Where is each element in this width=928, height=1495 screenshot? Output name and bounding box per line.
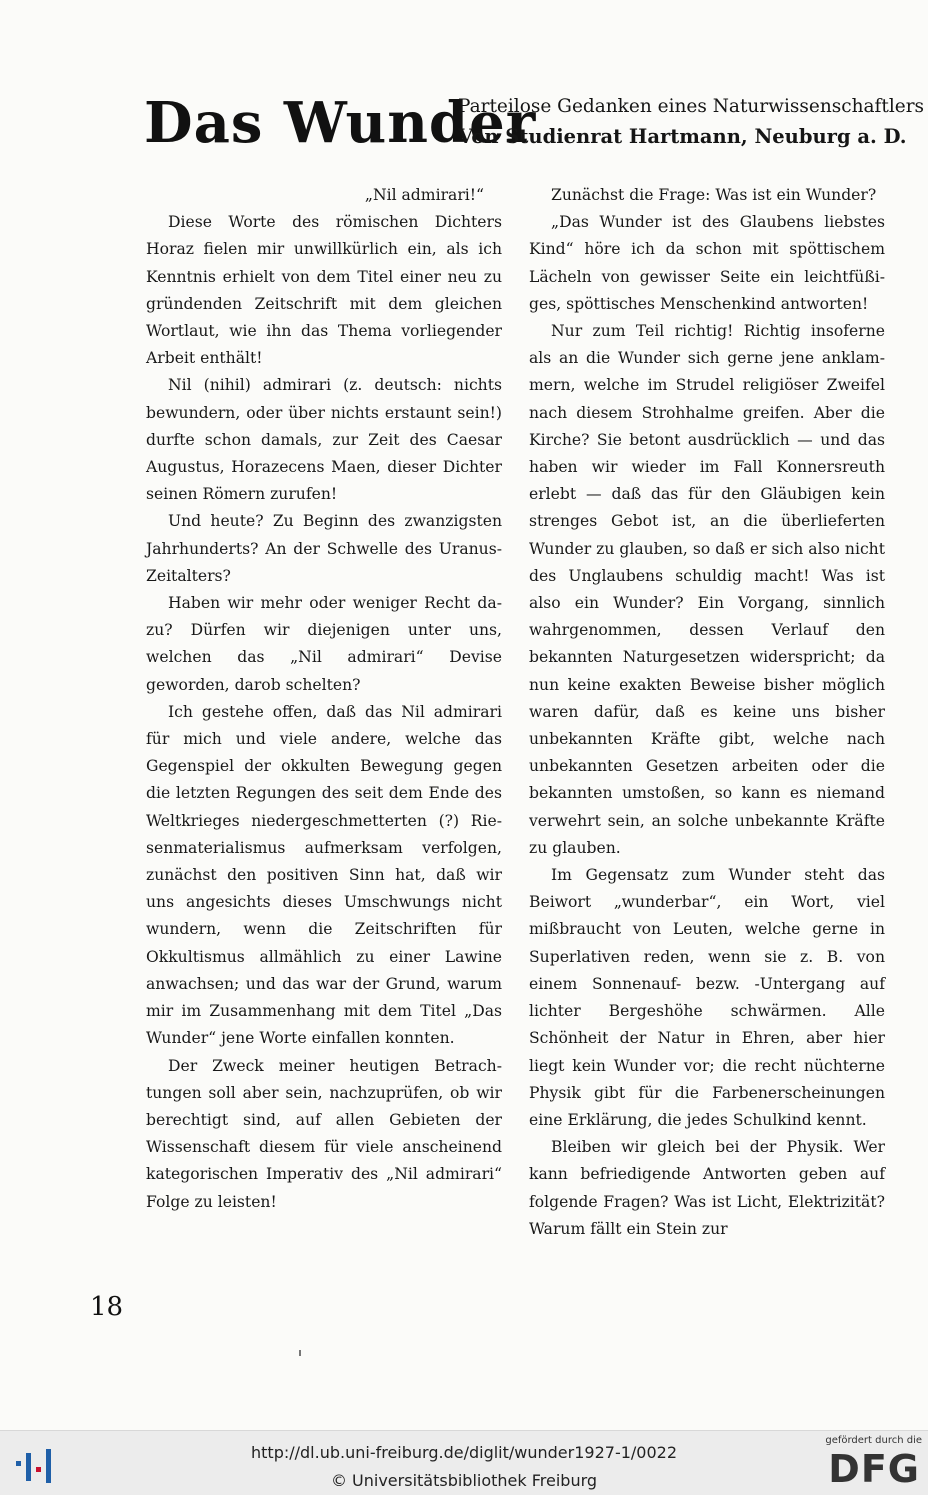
page-number: 18 — [90, 1292, 124, 1322]
paragraph: „Das Wunder ist des Glaubens liebstes Kind“ höre ich da schon mit spöttischem Lächeln von gewisser Seite ein leichtfüßiges, spöttisches Menschenkind antworten! — [529, 213, 885, 313]
dfg-logo-icon: DFG — [828, 1447, 920, 1491]
paragraph: Nur zum Teil richtig! Richtig insoferne als an die Wunder sich gerne jene anklammern, welche im Strudel religiöser Zweifel nach diesem Strohhalme greifen. Aber die Kirche? Sie betont ausdrücklich — und das haben wir wieder im Fall Konnersreuth erlebt — daß das für den Gläubigen kein strenges Gebot ist, an die überlieferten Wunder zu glauben, so daß er sich also nicht des Unglaubens schuldig macht! Was ist also ein Wunder? Ein Vorgang, sinnlich wahrgenommen, dessen Verlauf den bekannten Naturgesetzen widerspricht; da nun keine exakten Beweise bisher möglich waren dafür, daß es keine uns bisher unbekannten Kräfte gibt, welche nach unbekannten Gesetzen arbeiten oder die bekannten umstoßen, so kann es niemand verwehrt sein, an solche unbekannte Kräfte zu glauben. — [529, 322, 885, 857]
left-column — [146, 182, 502, 1216]
article-subtitle: Parteilose Gedanken eines Naturwissenschaftlers — [458, 96, 925, 117]
article-title: Das Wunder — [144, 90, 537, 156]
right-column — [529, 182, 885, 1243]
paragraph: Und heute? Zu Beginn des zwanzigsten Jahrhunderts? An der Schwelle des Uranus-Zeitalters? — [146, 512, 502, 585]
permalink-link[interactable]: http://dl.ub.uni-freiburg.de/diglit/wunder1927-1/0022 — [251, 1443, 677, 1462]
ink-speck — [299, 1350, 301, 1356]
paragraph: Ich gestehe offen, daß das Nil admirari für mich und viele andere, welche das Gegenspiel der okkulten Bewegung gegen die letzten Regungen des seit dem Ende des Weltkrieges niedergeschmetterten (?) Riesenmaterialismus aufmerksam verfolgen, zunächst den positiven Sinn hat, daß wir uns angesichts dieses Umschwungs nicht wundern, wenn die Zeitschriften für Okkultismus allmählich zu einer Lawine anwachsen; und das war der Grund, warum mir im Zusammenhang mit dem Titel „Das Wunder“ jene Worte einfallen konnten. — [146, 702, 502, 1048]
motto: „Nil admirari!“ — [364, 186, 484, 204]
article-byline: Von Studienrat Hartmann, Neuburg a. D. — [458, 125, 907, 148]
paragraph: Bleiben wir gleich bei der Physik. Wer kann befriedigende Antworten geben auf folgende Fragen? Was ist Licht, Elektrizität? Warum fällt ein Stein zur — [529, 1138, 885, 1238]
copyright-notice: © Universitätsbibliothek Freiburg — [330, 1471, 598, 1490]
paragraph: Im Gegensatz zum Wunder steht das Beiwort „wunderbar“, ein Wort, viel mißbraucht von Leuten, welche gerne in Superlativen reden, wenn sie z. B. von einem Sonnenauf- bezw. -Untergang auf lichter Bergeshöhe schwärmen. Alle Schönheit der Natur in Ehren, aber hier liegt kein Wunder vor; die recht nüchterne Physik gibt für die Farbenerscheinungen eine Erklärung, die jedes Schulkind kennt. — [529, 866, 885, 1129]
paragraph: Zunächst die Frage: Was ist ein Wunder? — [551, 186, 877, 204]
paragraph: Der Zweck meiner heutigen Betrachtungen soll aber sein, nachzuprüfen, ob wir berechtigt sind, auf allen Gebieten der Wissenschaft diesem für viele anscheinend kategorischen Imperativ des „Nil admirari“ Folge zu leisten! — [146, 1056, 502, 1211]
viewer-footer — [0, 1430, 928, 1495]
article-subtitle-block — [458, 92, 925, 152]
dfg-funding-badge — [818, 1433, 922, 1493]
paragraph: Nil (nihil) admirari (z. deutsch: nichts bewundern, oder über nichts erstaunt sein!) durfte schon damals, zur Zeit des Caesar Augustus, Horazecens Maen, dieser Dichter seinen Römern zurufen! — [146, 376, 502, 504]
funding-caption: gefördert durch die — [825, 1435, 922, 1446]
paragraph: Diese Worte des römischen Dichters Horaz fielen mir unwillkürlich ein, als ich Kenntnis erhielt von dem Titel einer neu zu gründenden Zeitschrift mit dem gleichen Wortlaut, wie ihn das Thema vorliegender Arbeit enthält! — [146, 213, 502, 368]
paragraph: Haben wir mehr oder weniger Recht dazu? Dürfen wir diejenigen unter uns, welchen das „Nil admirari“ Devise geworden, darob schelten? — [146, 594, 502, 694]
